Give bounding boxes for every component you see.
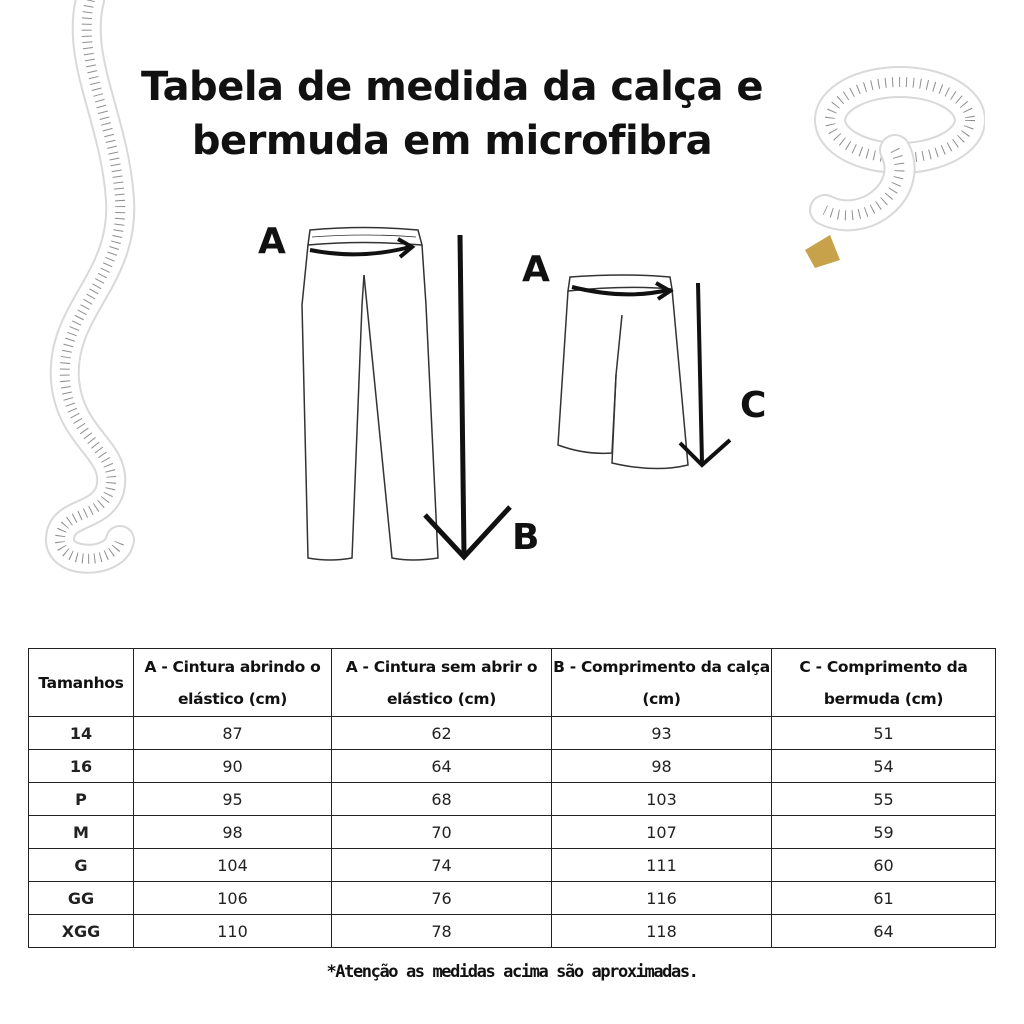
size-cell: M [29,816,134,849]
table-cell: 104 [134,849,332,882]
table-cell: 51 [772,717,996,750]
table-cell: 110 [134,915,332,948]
table-row [29,849,996,882]
footnote: *Atenção as medidas acima são aproximadas. [326,962,698,982]
table-cell: 54 [772,750,996,783]
table-cell: 78 [332,915,552,948]
table-cell: 90 [134,750,332,783]
pants-drawing [302,228,438,561]
table-cell: 95 [134,783,332,816]
header-waist-closed: A - Cintura sem abrir o elástico (cm) [332,649,552,717]
pants-label-a: A [258,221,286,262]
table-cell: 60 [772,849,996,882]
table-cell: 107 [552,816,772,849]
table-cell: 64 [332,750,552,783]
table-cell: 106 [134,882,332,915]
table-cell: 64 [772,915,996,948]
pants-label-b: B [512,517,540,558]
table-cell: 118 [552,915,772,948]
size-cell: XGG [29,915,134,948]
table-row [29,882,996,915]
table-row [29,915,996,948]
title-line-1: Tabela de medida da calça e [140,64,764,110]
shorts-length-arrow-icon [698,283,702,463]
title-line-2: bermuda em microfibra [191,118,713,164]
table-cell: 74 [332,849,552,882]
shorts-label-c: C [740,385,767,426]
table-cell: 103 [552,783,772,816]
table-cell: 98 [134,816,332,849]
table-row [29,816,996,849]
table-cell: 116 [552,882,772,915]
pants-length-arrow-icon [460,235,464,555]
table-cell: 59 [772,816,996,849]
table-cell: 76 [332,882,552,915]
table-cell: 111 [552,849,772,882]
measuring-tape-right-icon [795,40,985,270]
shorts-drawing [558,275,688,469]
size-cell: P [29,783,134,816]
header-waist-open: A - Cintura abrindo o elástico (cm) [134,649,332,717]
table-cell: 61 [772,882,996,915]
header-shorts-length: C - Comprimento da bermuda (cm) [772,649,996,717]
shorts-label-a: A [522,249,550,290]
size-cell: 14 [29,717,134,750]
table-cell: 98 [552,750,772,783]
header-pants-length: B - Comprimento da calça (cm) [552,649,772,717]
table-row [29,783,996,816]
size-cell: GG [29,882,134,915]
page-title [100,60,804,168]
table-row [29,717,996,750]
pants-waist-arrow-icon [310,247,410,254]
table-cell: 68 [332,783,552,816]
table-header-row [29,649,996,717]
table-cell: 87 [134,717,332,750]
table-cell: 93 [552,717,772,750]
table-cell: 62 [332,717,552,750]
size-cell: G [29,849,134,882]
size-table [28,648,996,948]
table-row [29,750,996,783]
header-sizes: Tamanhos [29,649,134,717]
size-cell: 16 [29,750,134,783]
table-cell: 55 [772,783,996,816]
table-cell: 70 [332,816,552,849]
